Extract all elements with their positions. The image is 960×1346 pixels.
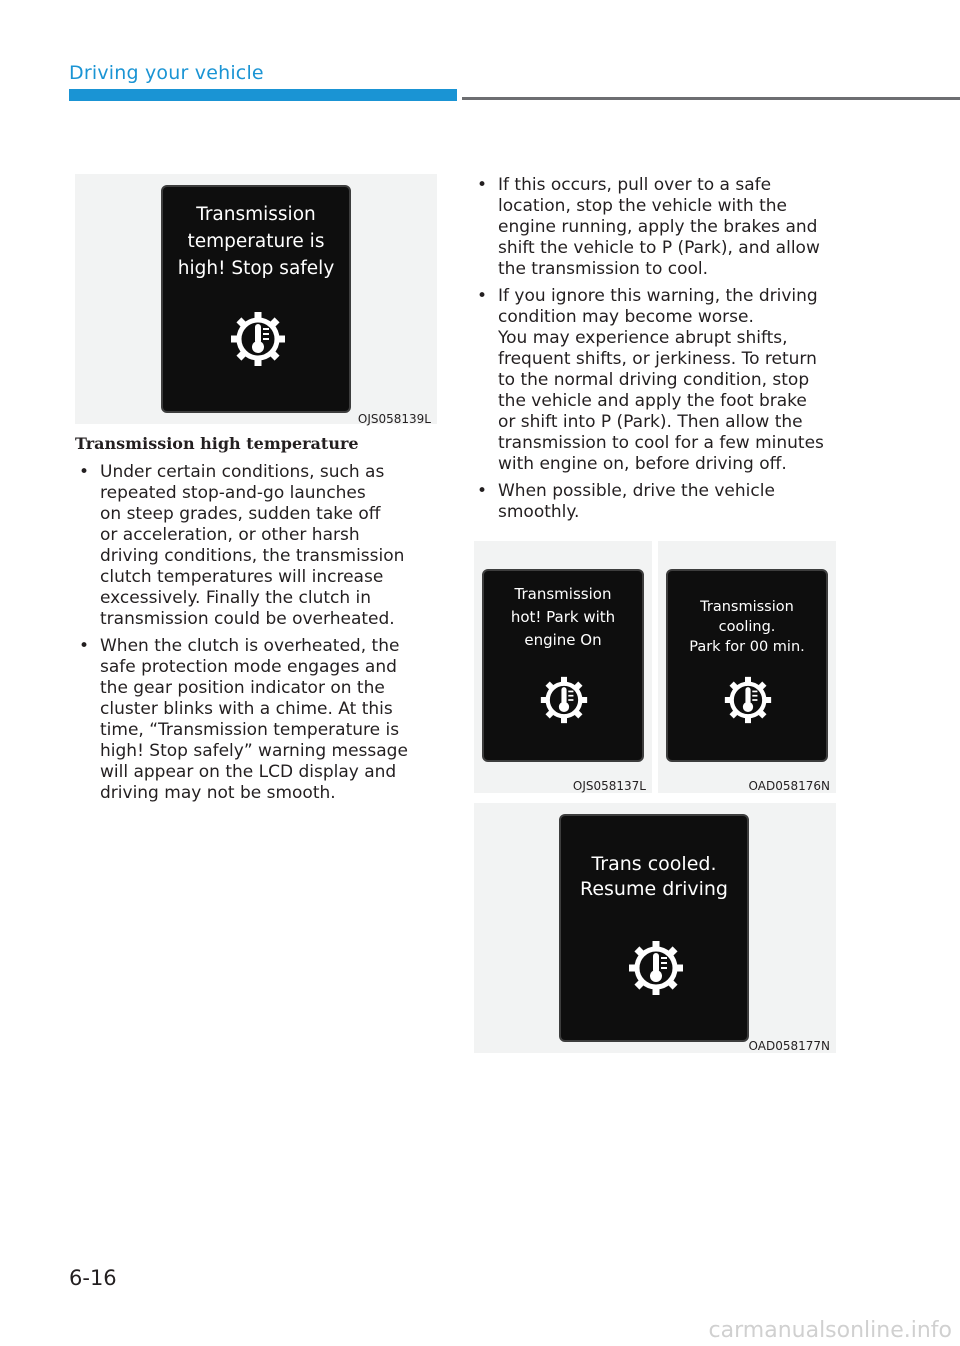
- header-accent-bar: [69, 89, 457, 101]
- figure-transmission-hot: [474, 541, 652, 793]
- lcd-message: Trans cooled. Resume driving: [580, 853, 728, 900]
- lcd-screen: [666, 569, 828, 762]
- figure-transmission-cooled: [474, 803, 836, 1053]
- section-title: Driving your vehicle: [69, 62, 264, 84]
- bullet-glyph: •: [477, 481, 488, 501]
- lcd-screen: [559, 814, 749, 1042]
- transmission-temperature-gear-icon: [540, 676, 588, 724]
- transmission-temperature-gear-icon: [724, 676, 772, 724]
- header-rule: [462, 97, 960, 100]
- bullet-glyph: •: [79, 462, 90, 482]
- list-item: [473, 175, 853, 280]
- bullet-text: If this occurs, pull over to a safe location, stop the vehicle with the engine running, apply the brakes and shift the vehicle to P (Park), and allow the transmission to cool.: [498, 175, 820, 279]
- figure-code: OAD058177N: [748, 1039, 830, 1053]
- figure-code: OAD058176N: [748, 779, 830, 793]
- watermark: carmanualsonline.info: [708, 1318, 952, 1343]
- figure-transmission-high-temp: [75, 174, 437, 424]
- figure-code: OJS058137L: [572, 779, 646, 793]
- bullet-text: If you ignore this warning, the driving condition may become worse. You may experience abrupt shifts, frequent shifts, or jerkiness. To return to the normal driving condition, stop the vehicle and apply the foot brake or shift into P (Park). Then allow the transmission to cool for a few minutes with engine on, before driving off.: [498, 286, 824, 474]
- bullet-text: When possible, drive the vehicle smoothly.: [498, 481, 775, 522]
- page-number: 6-16: [69, 1266, 117, 1290]
- bullet-text: When the clutch is overheated, the safe protection mode engages and the gear position indicator on the cluster blinks with a chime. At this time, “Transmission temperature is high! Stop safely” warning message will appear on the LCD display and driving may not be smooth.: [100, 636, 408, 803]
- bullet-glyph: •: [79, 636, 90, 656]
- transmission-temperature-gear-icon: [628, 940, 684, 996]
- bullet-glyph: •: [477, 175, 488, 195]
- bullet-glyph: •: [477, 286, 488, 306]
- list-item: [473, 481, 853, 523]
- lcd-screen: [482, 569, 644, 762]
- bullet-text: Under certain conditions, such as repeated stop-and-go launches on steep grades, sudden take off or acceleration, or other harsh driving conditions, the transmission clutch temperatures will increase excessively. Finally the clutch in transmission could be overheated.: [100, 462, 405, 629]
- list-item: [75, 636, 445, 804]
- figure-transmission-cooling: [658, 541, 836, 793]
- figure-code: OJS058139L: [357, 412, 431, 426]
- section-heading: Transmission high temperature: [75, 434, 359, 453]
- lcd-message: Transmission temperature is high! Stop safely: [177, 204, 335, 279]
- right-bullet-list: [473, 175, 853, 529]
- lcd-screen: [161, 185, 351, 413]
- lcd-message: Transmission cooling. Park for 00 min.: [689, 599, 805, 655]
- list-item: [473, 286, 853, 475]
- transmission-temperature-gear-icon: [230, 311, 286, 367]
- list-item: [75, 462, 445, 630]
- lcd-message: Transmission hot! Park with engine On: [510, 585, 616, 649]
- left-bullet-list: [75, 462, 445, 810]
